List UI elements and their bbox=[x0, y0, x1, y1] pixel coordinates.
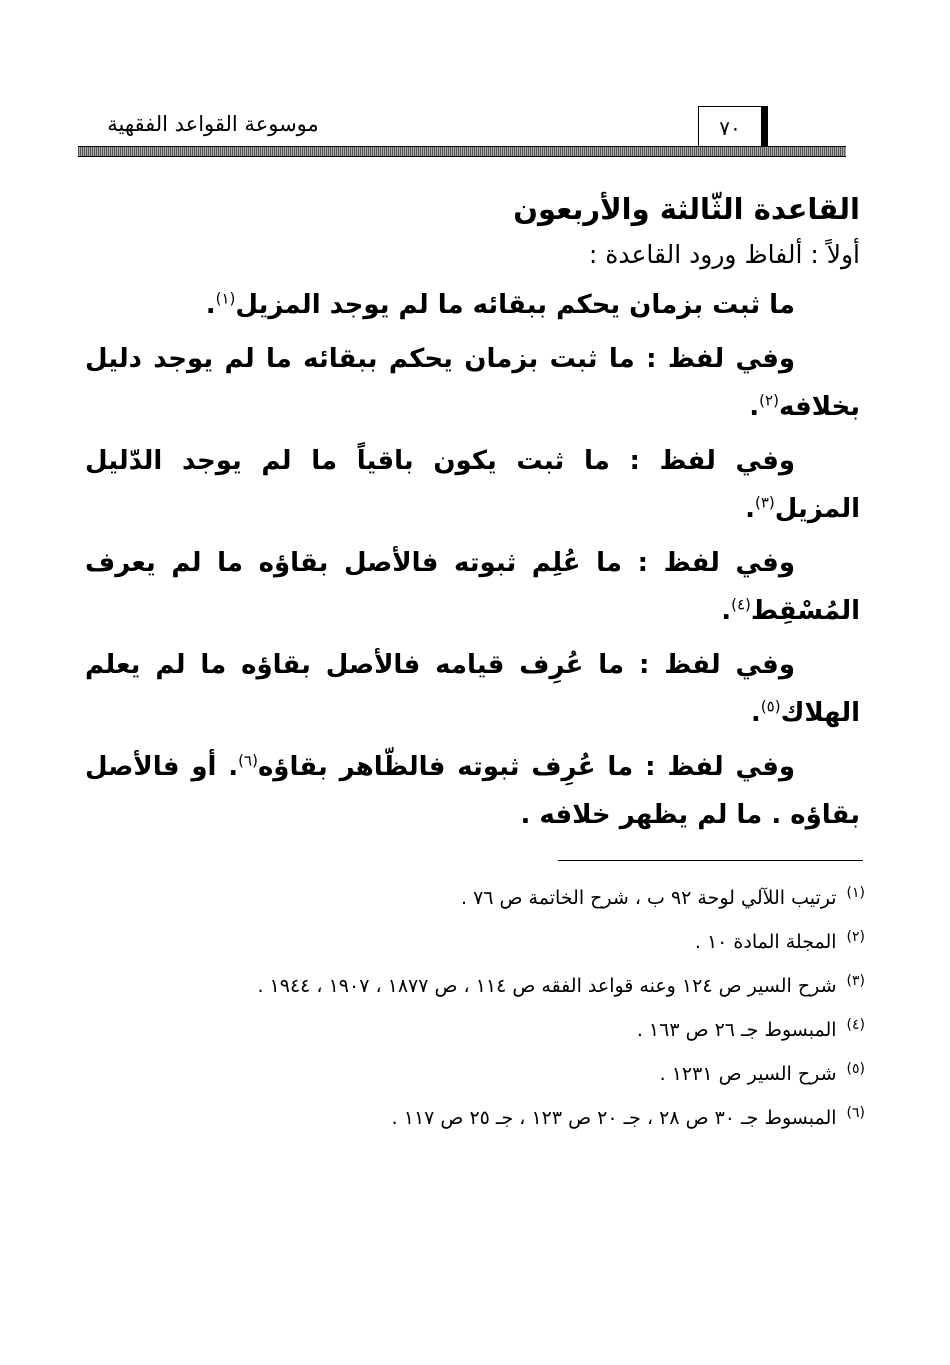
footnote-item: $^{(٥)}$شرح السير ص ١٢٣١ . bbox=[659, 1060, 865, 1085]
rule-title: القاعدة الثّالثة والأربعون bbox=[513, 192, 860, 226]
footnote-number: (٣) bbox=[846, 972, 865, 989]
book-title: موسوعة القواعد الفقهية bbox=[107, 112, 319, 136]
footnotes bbox=[90, 876, 865, 1140]
header-rule-bar bbox=[78, 146, 846, 157]
footnote-ref[interactable]: (٥) bbox=[760, 697, 781, 716]
footnote-number: (٦) bbox=[846, 1104, 865, 1121]
rule-wording-5: وفي لفظ : ما عُرِف قيامه فالأصل بقاؤه ما لم يعلم الهلاك$^{(٥)}$. bbox=[85, 650, 860, 728]
rule-wording-2: وفي لفظ : ما ثبت بزمان يحكم ببقائه ما لم يوجد دليل بخلافه$^{(٢)}$. bbox=[85, 344, 860, 422]
footnote-number: (٥) bbox=[846, 1060, 865, 1077]
footnote-item: $^{(٤)}$المبسوط جـ ٢٦ ص ١٦٣ . bbox=[636, 1016, 865, 1041]
footnote-number: (٤) bbox=[846, 1016, 865, 1033]
footnote-number: (١) bbox=[846, 884, 865, 901]
footnote-item: $^{(٦)}$المبسوط جـ ٣٠ ص ٢٨ ، جـ ٢٠ ص ١٢٣ ، جـ ٢٥ ص ١١٧ . bbox=[391, 1104, 865, 1129]
rule-wording-4: وفي لفظ : ما عُلِم ثبوته فالأصل بقاؤه ما لم يعرف المُسْقِط$^{(٤)}$. bbox=[85, 548, 860, 626]
footnote-item: $^{(٣)}$شرح السير ص ١٢٤ وعنه قواعد الفقه ص ١١٤ ، ص ١٨٧٧ ، ١٩٠٧ ، ١٩٤٤ . bbox=[257, 972, 865, 997]
footnote-item: $^{(١)}$ترتيب اللآلي لوحة ٩٢ ب ، شرح الخاتمة ص ٧٦ . bbox=[460, 884, 865, 909]
footnote-item: $^{(٢)}$المجلة المادة ١٠ . bbox=[694, 928, 865, 953]
footnote-ref[interactable]: (٢) bbox=[759, 391, 779, 410]
footnote-ref[interactable]: (٤) bbox=[731, 595, 751, 614]
rule-wording-1: ما ثبت بزمان يحكم ببقائه ما لم يوجد المزيل$^{(١)}$. bbox=[205, 289, 795, 320]
footnote-separator bbox=[558, 860, 863, 861]
page-header bbox=[78, 100, 846, 160]
footnote-ref[interactable]: (٦) bbox=[238, 751, 258, 770]
rule-wording-6: وفي لفظ : ما عُرِف ثبوته فالظّاهر بقاؤه$^{(٦)}$. أو فالأصل بقاؤه . ما لم يظهر خلافه . bbox=[85, 751, 860, 830]
footnote-ref[interactable]: (١) bbox=[215, 289, 236, 308]
page-number: ٧٠ bbox=[698, 106, 768, 147]
main-content bbox=[85, 183, 860, 845]
footnote-number: (٢) bbox=[846, 928, 865, 945]
footnote-ref[interactable]: (٣) bbox=[754, 493, 775, 512]
rule-wording-3: وفي لفظ : ما ثبت يكون باقياً ما لم يوجد الدّليل المزيل$^{(٣)}$. bbox=[85, 446, 860, 524]
section-subheading: أولاً : ألفاظ ورود القاعدة : bbox=[588, 240, 860, 269]
